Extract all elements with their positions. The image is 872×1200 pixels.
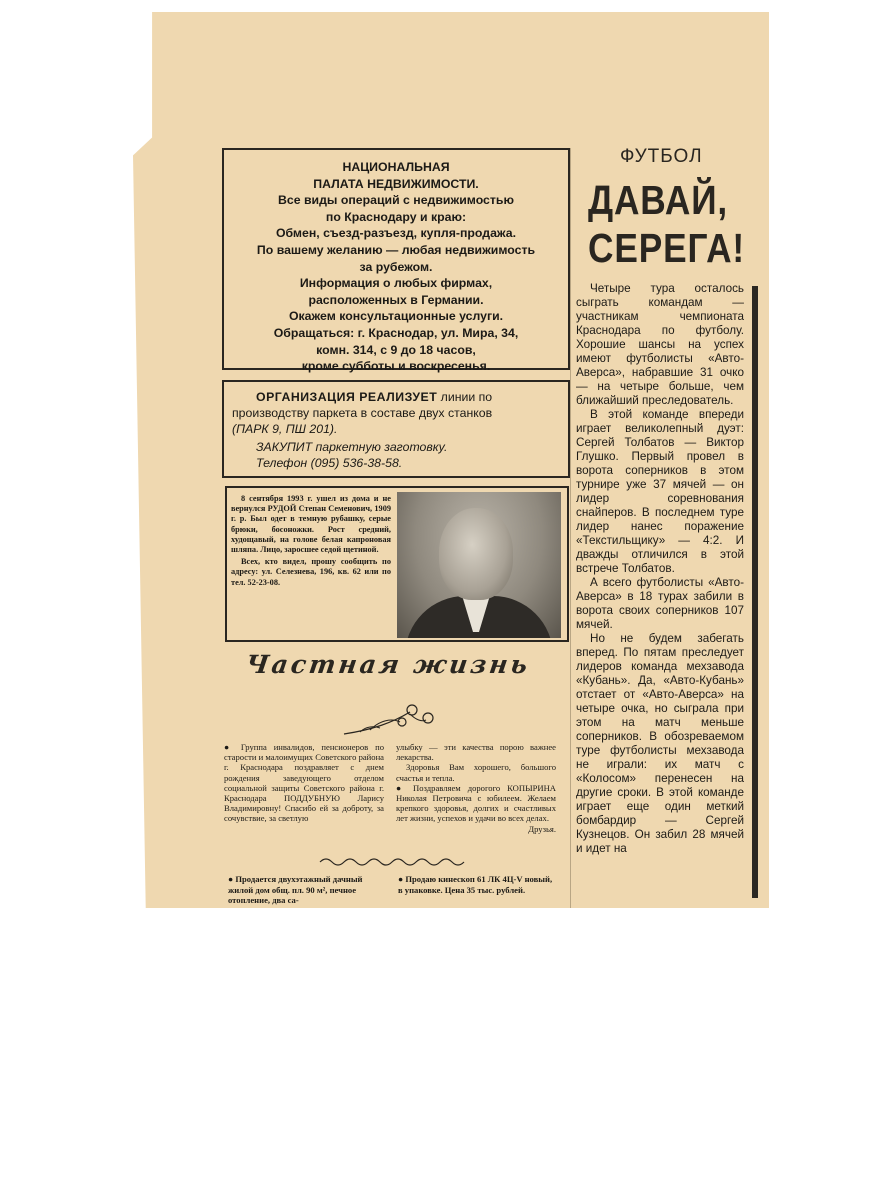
ad-line: расположенных в Германии. <box>308 292 484 307</box>
ad-line: кроме субботы и воскресенья. <box>301 359 491 374</box>
ad-line: НАЦИОНАЛЬНАЯ <box>342 160 450 174</box>
ad-line: Окажем консультационные услуги. <box>288 309 504 324</box>
missing-person-paragraph: Всех, кто видел, прошу сообщить по адресу: ул. Селезнева, 196, кв. 62 или по тел. 52-23-08. <box>231 557 391 587</box>
article-paragraph: В этой команде впереди играет великолепный дуэт: Сергей Толбатов — Виктор Глушко. Первый провел в ворота соперников в этом турнире уже 37 мячей — он лидер соревнования снайперов. В последнем туре лидер нанес поражение «Текстильщику» — 4:2. И дважды отличился в этой встрече Толбатов. <box>576 408 744 575</box>
missing-person-paragraph: 8 сентября 1993 г. ушел из дома и не вернулся РУДОЙ Степан Семенович, 1909 г. р. Был одет в темную рубашку, серые брюки, босоножки. Рост средний, худощавый, на голове белая капроновая шляпа. Лицо, заросшее седой щетиной. <box>231 494 391 555</box>
headline-line: СЕРЕГА! <box>588 225 746 271</box>
ad-line: ПАЛАТА НЕДВИЖИМОСТИ. <box>313 176 479 191</box>
section-title: Частная жизнь <box>243 650 533 679</box>
greeting-signature: Друзья. <box>528 823 556 834</box>
photo-head <box>439 508 513 600</box>
parquet-ad-line2: производству паркета в составе двух станков <box>232 406 493 420</box>
parquet-ad-line5: Телефон (095) 536-38-58. <box>256 456 403 470</box>
wavy-divider-icon <box>318 856 468 868</box>
flower-ornament-icon <box>340 700 444 740</box>
ad-line: Все виды операций с недвижимостью <box>278 193 514 208</box>
ad-line: по Краснодару и краю: <box>325 209 467 224</box>
sale-ad-kinescope: ● Продаю кинескоп 61 ЛК 4Ц-V новый, в упаковке. Цена 35 тыс. рублей. <box>398 874 553 895</box>
greeting-text: ● Группа инвалидов, пенсионеров по старости и малоимущих Советского района г. Краснодара поздравляет с днем рождения заведующего отделом социальной защиты Советского района г. Краснодара ПОДДУБНУЮ Ларису Владимировну! Спасибо ей за доброту, за сочувствие, за светлую <box>224 742 384 824</box>
article-body <box>576 282 744 856</box>
parquet-ad-line1-rest: линии по <box>437 390 493 404</box>
parquet-ad <box>222 380 570 478</box>
greeting-text: улыбку — эти качества порою важнее лекарства. <box>396 742 556 763</box>
real-estate-ad <box>222 148 570 374</box>
portrait-photo <box>397 492 561 638</box>
ad-line: Информация о любых фирмах, <box>299 276 493 291</box>
missing-person-text <box>231 494 391 588</box>
parquet-ad-line3: (ПАРК 9, ПШ 201). <box>232 422 338 436</box>
ad-line: По вашему желанию — любая недвижимость <box>256 242 536 257</box>
ad-line: комн. 314, с 9 до 18 часов, <box>316 342 476 357</box>
column-divider <box>570 148 571 908</box>
greeting-text: ● Поздравляем дорогого КОПЫРИНА Николая Петровича с юбилеем. Желаем крепкого здоровья, долгих и счастливых лет жизни, успехов и удачи во всех делах. <box>396 782 556 824</box>
ad-line: за рубежом. <box>359 259 433 274</box>
greeting-text: Здоровья Вам хорошего, большого счастья и тепла. <box>396 762 556 783</box>
headline-line: ДАВАЙ, <box>588 177 729 223</box>
greetings-column-1 <box>224 742 384 824</box>
sale-ad-house: ● Продается двухэтажный дачный жилой дом общ. пл. 90 м², печное отопление, два са- <box>228 874 363 905</box>
parquet-ad-line4: ЗАКУПИТ паркетную заготовку. <box>256 440 448 454</box>
parquet-ad-lead: ОРГАНИЗАЦИЯ РЕАЛИЗУЕТ <box>256 390 438 404</box>
article-headline <box>588 176 745 272</box>
parquet-ad-line1 <box>256 389 560 405</box>
article-paragraph: А всего футболисты «Авто-Аверса» в 18 турах забили в ворота своих соперников 107 мячей. <box>576 576 744 631</box>
ad-line: Обращаться: г. Краснодар, ул. Мира, 34, <box>273 325 519 340</box>
greetings-column-2 <box>396 742 556 834</box>
missing-person-notice <box>225 486 569 642</box>
article-paragraph: Но не будем забегать вперед. По пятам преследует лидеров команда мехзавода «Кубань». Да, «Авто-Кубань» отстает от «Авто-Аверса» на четыре очка, но сыграла при этом на матч меньше соперников. В обозреваемом туре футболисты мехзавода не играли: их матч с «Колосом» перенесен на другие сроки. В этой команде играет еще один меткий бомбардир — Сергей Кузнецов. Он забил 28 мячей и идет на <box>576 632 744 855</box>
scan-edge-shadow <box>752 286 758 898</box>
article-paragraph: Четыре тура осталось сыграть командам — участникам чемпионата Краснодара по футболу. Хорошие шансы на успех имеют футболисты «Авто-Аверса», набравшие 31 очко — на четыре больше, чем ближайший преследователь. <box>576 282 744 407</box>
ad-line: Обмен, съезд-разъезд, купля-продажа. <box>275 226 517 241</box>
article-rubric: ФУТБОЛ <box>620 146 703 167</box>
